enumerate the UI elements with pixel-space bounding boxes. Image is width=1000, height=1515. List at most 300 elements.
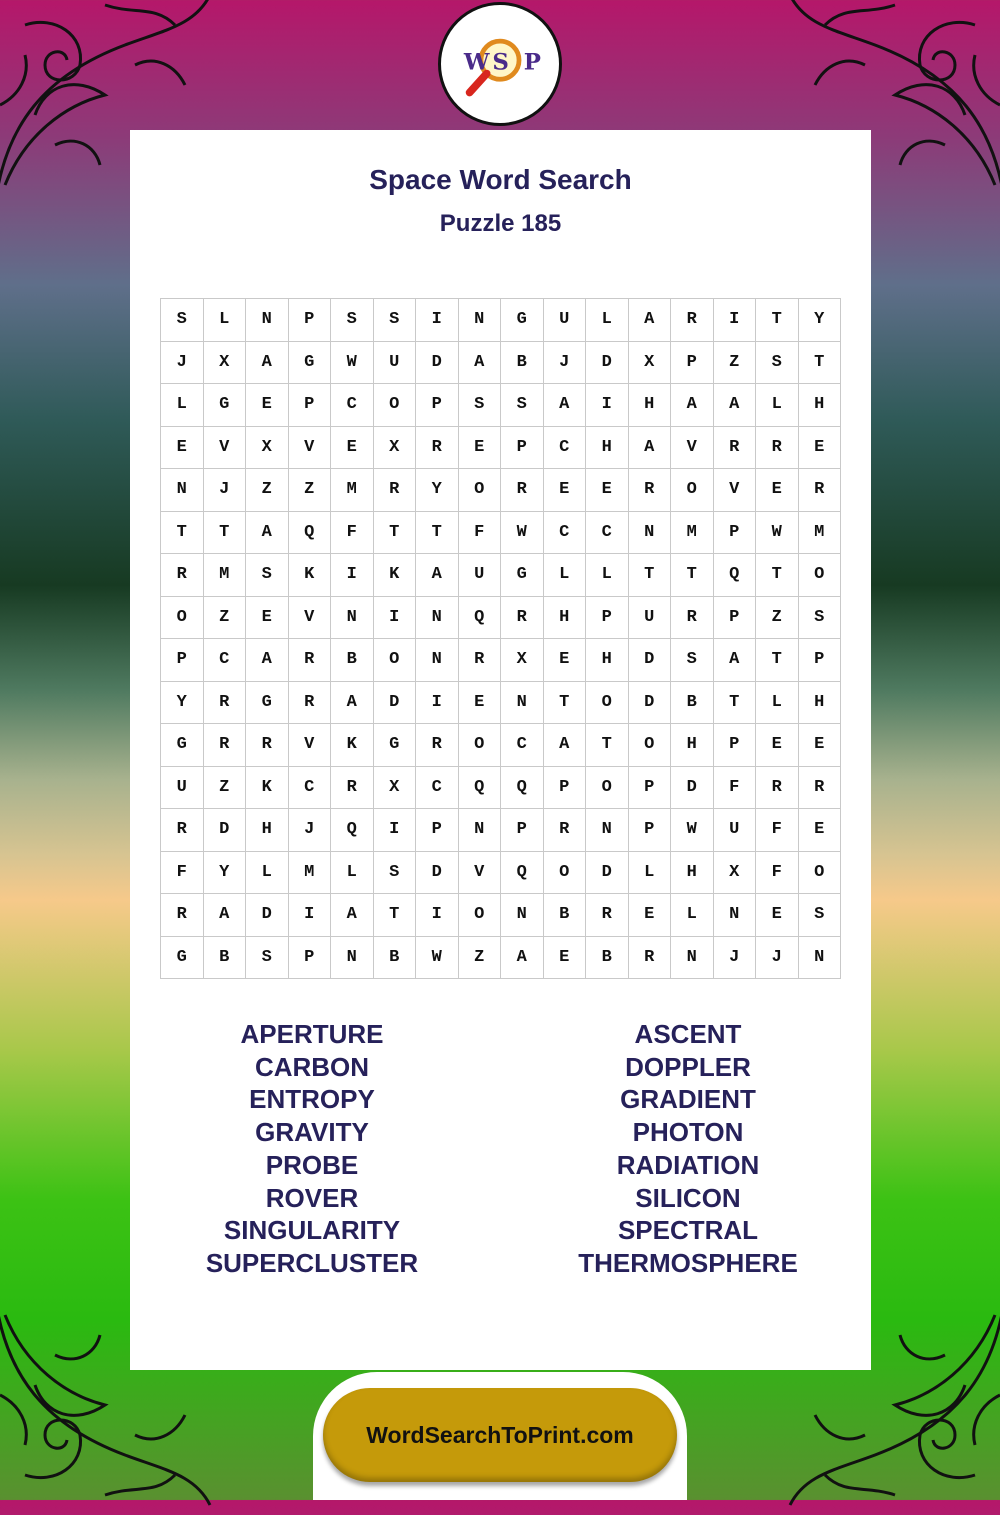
grid-cell[interactable]: J <box>713 936 756 979</box>
grid-cell[interactable]: R <box>331 766 374 809</box>
grid-cell[interactable]: P <box>586 596 629 639</box>
word-item: DOPPLER <box>625 1051 751 1082</box>
grid-cell[interactable]: S <box>246 554 289 597</box>
grid-cell[interactable]: T <box>161 511 204 554</box>
grid-cell[interactable]: N <box>246 299 289 342</box>
grid-row <box>161 299 841 342</box>
grid-cell[interactable]: R <box>161 809 204 852</box>
grid-cell[interactable]: X <box>373 766 416 809</box>
grid-cell[interactable]: C <box>416 766 459 809</box>
grid-cell[interactable]: B <box>671 681 714 724</box>
grid-cell[interactable]: P <box>416 809 459 852</box>
puzzle-title: Space Word Search <box>369 164 632 195</box>
grid-cell[interactable]: T <box>203 511 246 554</box>
logo-letter-s: S <box>492 49 509 76</box>
grid-cell[interactable]: M <box>331 469 374 512</box>
grid-cell[interactable]: D <box>586 341 629 384</box>
grid-cell[interactable]: A <box>713 639 756 682</box>
grid-cell[interactable]: I <box>713 299 756 342</box>
word-item: ENTROPY <box>249 1084 375 1115</box>
grid-cell[interactable]: B <box>331 639 374 682</box>
grid-cell[interactable]: E <box>161 426 204 469</box>
grid-cell[interactable]: R <box>288 681 331 724</box>
grid-cell[interactable]: L <box>628 851 671 894</box>
grid-cell[interactable]: E <box>458 681 501 724</box>
grid-row <box>161 426 841 469</box>
grid-cell[interactable]: E <box>458 426 501 469</box>
grid-cell[interactable]: P <box>501 426 544 469</box>
word-item: ROVER <box>265 1182 359 1213</box>
grid-cell[interactable]: N <box>331 596 374 639</box>
grid-cell[interactable]: L <box>161 384 204 427</box>
grid-cell[interactable]: K <box>331 724 374 767</box>
grid-cell[interactable]: C <box>501 724 544 767</box>
grid-row <box>161 554 841 597</box>
grid-cell[interactable]: D <box>203 809 246 852</box>
grid-cell[interactable]: Z <box>203 766 246 809</box>
grid-cell[interactable]: F <box>756 851 799 894</box>
grid-cell[interactable]: D <box>628 681 671 724</box>
footer-badge <box>313 1372 687 1500</box>
grid-row <box>161 681 841 724</box>
grid-cell[interactable]: G <box>161 724 204 767</box>
grid-cell[interactable]: Z <box>458 936 501 979</box>
grid-cell[interactable]: I <box>416 894 459 937</box>
grid-cell[interactable]: N <box>501 681 544 724</box>
grid-cell[interactable]: U <box>161 766 204 809</box>
grid-cell[interactable]: P <box>161 639 204 682</box>
grid-cell[interactable]: I <box>416 681 459 724</box>
grid-cell[interactable]: T <box>628 554 671 597</box>
grid-cell[interactable]: B <box>203 936 246 979</box>
grid-cell[interactable]: A <box>331 681 374 724</box>
grid-cell[interactable]: J <box>203 469 246 512</box>
grid-row <box>161 469 841 512</box>
grid-cell[interactable]: A <box>713 384 756 427</box>
grid-cell[interactable]: L <box>331 851 374 894</box>
grid-cell[interactable]: P <box>798 639 841 682</box>
grid-cell[interactable]: N <box>501 894 544 937</box>
grid-cell[interactable]: Q <box>458 596 501 639</box>
grid-cell[interactable]: O <box>543 851 586 894</box>
grid-cell[interactable]: V <box>458 851 501 894</box>
grid-cell[interactable]: S <box>331 299 374 342</box>
grid-cell[interactable]: T <box>543 681 586 724</box>
grid-cell[interactable]: P <box>288 384 331 427</box>
grid-cell[interactable]: H <box>628 384 671 427</box>
grid-row <box>161 766 841 809</box>
grid-cell[interactable]: R <box>373 469 416 512</box>
grid-cell[interactable]: R <box>501 469 544 512</box>
word-item: SPECTRAL <box>617 1215 759 1246</box>
grid-cell[interactable]: G <box>501 299 544 342</box>
grid-cell[interactable]: T <box>756 299 799 342</box>
grid-cell[interactable]: A <box>203 894 246 937</box>
grid-cell[interactable]: T <box>798 341 841 384</box>
grid-cell[interactable]: F <box>161 851 204 894</box>
grid-cell[interactable]: Q <box>501 766 544 809</box>
grid-cell[interactable]: O <box>373 384 416 427</box>
grid-cell[interactable]: X <box>501 639 544 682</box>
grid-cell[interactable]: K <box>288 554 331 597</box>
grid-cell[interactable]: N <box>671 936 714 979</box>
grid-cell[interactable]: O <box>798 851 841 894</box>
grid-cell[interactable]: Z <box>756 596 799 639</box>
grid-cell[interactable]: R <box>713 426 756 469</box>
grid-cell[interactable]: O <box>458 469 501 512</box>
grid-cell[interactable]: P <box>628 809 671 852</box>
grid-cell[interactable]: R <box>756 426 799 469</box>
grid-row <box>161 639 841 682</box>
letter-grid <box>160 298 841 979</box>
grid-cell[interactable]: A <box>543 384 586 427</box>
grid-cell[interactable]: W <box>416 936 459 979</box>
grid-cell[interactable]: J <box>161 341 204 384</box>
grid-cell[interactable]: V <box>288 724 331 767</box>
word-item: APERTURE <box>240 1019 384 1049</box>
grid-cell[interactable]: V <box>713 469 756 512</box>
grid-cell[interactable]: L <box>586 299 629 342</box>
grid-row <box>161 936 841 979</box>
grid-cell[interactable]: O <box>586 766 629 809</box>
grid-cell[interactable]: M <box>288 851 331 894</box>
grid-cell[interactable]: P <box>288 936 331 979</box>
grid-cell[interactable]: A <box>331 894 374 937</box>
grid-cell[interactable]: A <box>501 936 544 979</box>
grid-cell[interactable]: P <box>713 596 756 639</box>
grid-cell[interactable]: U <box>458 554 501 597</box>
word-item: THERMOSPHERE <box>578 1247 798 1278</box>
grid-cell[interactable]: H <box>798 681 841 724</box>
grid-cell[interactable]: U <box>628 596 671 639</box>
grid-row <box>161 596 841 639</box>
wsp-logo[interactable] <box>438 2 562 126</box>
grid-cell[interactable]: D <box>246 894 289 937</box>
grid-cell[interactable]: N <box>416 639 459 682</box>
grid-cell[interactable]: S <box>373 851 416 894</box>
grid-cell[interactable]: E <box>246 596 289 639</box>
grid-cell[interactable]: A <box>458 341 501 384</box>
grid-cell[interactable]: P <box>671 341 714 384</box>
grid-cell[interactable]: O <box>586 681 629 724</box>
grid-cell[interactable]: U <box>713 809 756 852</box>
grid-cell[interactable]: P <box>713 724 756 767</box>
grid-cell[interactable]: H <box>798 384 841 427</box>
grid-cell[interactable]: L <box>671 894 714 937</box>
grid-cell[interactable]: X <box>628 341 671 384</box>
grid-cell[interactable]: V <box>288 426 331 469</box>
grid-cell[interactable]: W <box>501 511 544 554</box>
grid-cell[interactable]: S <box>246 936 289 979</box>
grid-cell[interactable]: R <box>671 596 714 639</box>
grid-cell[interactable]: C <box>288 766 331 809</box>
grid-cell[interactable]: X <box>246 426 289 469</box>
grid-row <box>161 384 841 427</box>
grid-cell[interactable]: X <box>373 426 416 469</box>
grid-cell[interactable]: X <box>203 341 246 384</box>
grid-cell[interactable]: P <box>713 511 756 554</box>
grid-cell[interactable]: R <box>203 724 246 767</box>
grid-cell[interactable]: N <box>331 936 374 979</box>
grid-cell[interactable]: R <box>161 894 204 937</box>
grid-cell[interactable]: L <box>543 554 586 597</box>
grid-cell[interactable]: Z <box>288 469 331 512</box>
puzzle-subtitle: Puzzle 185 <box>439 210 562 237</box>
grid-cell[interactable]: Y <box>161 681 204 724</box>
grid-cell[interactable]: C <box>203 639 246 682</box>
grid-cell[interactable]: P <box>416 384 459 427</box>
grid-cell[interactable]: H <box>246 809 289 852</box>
grid-cell[interactable]: R <box>416 426 459 469</box>
grid-cell[interactable]: E <box>628 894 671 937</box>
grid-cell[interactable]: Q <box>288 511 331 554</box>
grid-cell[interactable]: F <box>756 809 799 852</box>
grid-cell[interactable]: O <box>458 724 501 767</box>
grid-cell[interactable]: A <box>543 724 586 767</box>
word-item: RADIATION <box>616 1149 760 1180</box>
grid-cell[interactable]: N <box>713 894 756 937</box>
grid-cell[interactable]: K <box>373 554 416 597</box>
word-item: SILICON <box>635 1182 741 1213</box>
grid-cell[interactable]: T <box>373 894 416 937</box>
grid-cell[interactable]: O <box>458 894 501 937</box>
grid-cell[interactable]: H <box>586 426 629 469</box>
grid-cell[interactable]: H <box>671 851 714 894</box>
grid-cell[interactable]: Z <box>713 341 756 384</box>
grid-cell[interactable]: S <box>671 639 714 682</box>
word-list-right <box>528 1018 848 1280</box>
grid-cell[interactable]: L <box>756 384 799 427</box>
grid-cell[interactable]: T <box>756 554 799 597</box>
grid-cell[interactable]: G <box>501 554 544 597</box>
grid-cell[interactable]: T <box>373 511 416 554</box>
word-item: GRADIENT <box>620 1084 756 1115</box>
grid-cell[interactable]: I <box>373 596 416 639</box>
grid-cell[interactable]: R <box>458 639 501 682</box>
grid-cell[interactable]: W <box>331 341 374 384</box>
grid-cell[interactable]: I <box>586 384 629 427</box>
grid-cell[interactable]: N <box>458 809 501 852</box>
grid-cell[interactable]: S <box>501 384 544 427</box>
word-item: GRAVITY <box>255 1117 369 1148</box>
grid-cell[interactable]: U <box>543 299 586 342</box>
word-list-left <box>152 1018 472 1280</box>
grid-cell[interactable]: R <box>628 469 671 512</box>
grid-cell[interactable]: V <box>288 596 331 639</box>
grid-cell[interactable]: O <box>671 469 714 512</box>
grid-row <box>161 894 841 937</box>
grid-cell[interactable]: M <box>798 511 841 554</box>
grid-cell[interactable]: R <box>416 724 459 767</box>
grid-cell[interactable]: E <box>798 724 841 767</box>
grid-row <box>161 809 841 852</box>
grid-cell[interactable]: I <box>416 299 459 342</box>
grid-cell[interactable]: W <box>671 809 714 852</box>
grid-cell[interactable]: O <box>798 554 841 597</box>
grid-cell[interactable]: A <box>416 554 459 597</box>
grid-cell[interactable]: C <box>331 384 374 427</box>
grid-cell[interactable]: I <box>373 809 416 852</box>
grid-cell[interactable]: G <box>161 936 204 979</box>
grid-cell[interactable]: B <box>543 894 586 937</box>
puzzle-card <box>130 130 871 1370</box>
grid-row <box>161 341 841 384</box>
grid-cell[interactable]: L <box>756 681 799 724</box>
grid-cell[interactable]: G <box>203 384 246 427</box>
grid-cell[interactable]: M <box>671 511 714 554</box>
website-link[interactable]: WordSearchToPrint.com <box>323 1388 677 1482</box>
grid-cell[interactable]: I <box>288 894 331 937</box>
grid-cell[interactable]: G <box>288 341 331 384</box>
grid-cell[interactable]: O <box>373 639 416 682</box>
grid-cell[interactable]: M <box>203 554 246 597</box>
grid-cell[interactable]: T <box>671 554 714 597</box>
grid-cell[interactable]: Y <box>798 299 841 342</box>
grid-cell[interactable]: E <box>756 469 799 512</box>
grid-cell[interactable]: Z <box>203 596 246 639</box>
grid-cell[interactable]: D <box>416 851 459 894</box>
word-item: SUPERCLUSTER <box>205 1247 419 1278</box>
grid-cell[interactable]: N <box>798 936 841 979</box>
grid-cell[interactable]: N <box>458 299 501 342</box>
grid-cell[interactable]: P <box>543 766 586 809</box>
word-item: SINGULARITY <box>223 1215 401 1246</box>
grid-cell[interactable]: A <box>628 426 671 469</box>
grid-cell[interactable]: W <box>756 511 799 554</box>
grid-cell[interactable]: R <box>246 724 289 767</box>
grid-cell[interactable]: G <box>246 681 289 724</box>
word-item: CARBON <box>254 1051 370 1082</box>
grid-cell[interactable]: Q <box>331 809 374 852</box>
grid-cell[interactable]: R <box>161 554 204 597</box>
grid-cell[interactable]: S <box>756 341 799 384</box>
grid-cell[interactable]: J <box>756 936 799 979</box>
grid-cell[interactable]: Q <box>458 766 501 809</box>
grid-row <box>161 511 841 554</box>
grid-cell[interactable]: T <box>713 681 756 724</box>
grid-cell[interactable]: L <box>246 851 289 894</box>
grid-cell[interactable]: N <box>628 511 671 554</box>
grid-cell[interactable]: P <box>288 299 331 342</box>
grid-cell[interactable]: E <box>756 724 799 767</box>
grid-cell[interactable]: B <box>373 936 416 979</box>
grid-cell[interactable]: R <box>586 894 629 937</box>
word-item: ASCENT <box>634 1019 742 1049</box>
logo-letter-w: W <box>463 49 490 76</box>
grid-cell[interactable]: X <box>713 851 756 894</box>
grid-cell[interactable]: F <box>331 511 374 554</box>
grid-cell[interactable]: C <box>543 426 586 469</box>
grid-cell[interactable]: B <box>586 936 629 979</box>
grid-row <box>161 724 841 767</box>
grid-cell[interactable]: S <box>161 299 204 342</box>
grid-cell[interactable]: E <box>798 809 841 852</box>
grid-cell[interactable]: A <box>246 639 289 682</box>
grid-cell[interactable]: L <box>586 554 629 597</box>
grid-cell[interactable]: E <box>586 469 629 512</box>
grid-cell[interactable]: Y <box>203 851 246 894</box>
grid-cell[interactable]: V <box>671 426 714 469</box>
grid-cell[interactable]: O <box>161 596 204 639</box>
grid-cell[interactable]: T <box>416 511 459 554</box>
grid-cell[interactable]: R <box>543 809 586 852</box>
grid-cell[interactable]: Q <box>501 851 544 894</box>
grid-cell[interactable]: J <box>288 809 331 852</box>
grid-cell[interactable]: T <box>586 724 629 767</box>
grid-cell[interactable]: F <box>458 511 501 554</box>
grid-cell[interactable]: R <box>628 936 671 979</box>
grid-cell[interactable]: D <box>671 766 714 809</box>
grid-cell[interactable]: H <box>671 724 714 767</box>
grid-cell[interactable]: O <box>628 724 671 767</box>
grid-cell[interactable]: R <box>203 681 246 724</box>
grid-cell[interactable]: T <box>756 639 799 682</box>
grid-cell[interactable]: P <box>501 809 544 852</box>
grid-cell[interactable]: J <box>543 341 586 384</box>
grid-cell[interactable]: E <box>543 936 586 979</box>
grid-cell[interactable]: E <box>246 384 289 427</box>
grid-cell[interactable]: E <box>543 639 586 682</box>
grid-cell[interactable]: B <box>501 341 544 384</box>
grid-cell[interactable]: R <box>798 766 841 809</box>
grid-cell[interactable]: F <box>713 766 756 809</box>
grid-cell[interactable]: D <box>373 681 416 724</box>
grid-cell[interactable]: D <box>416 341 459 384</box>
grid-cell[interactable]: E <box>543 469 586 512</box>
grid-cell[interactable]: N <box>161 469 204 512</box>
grid-cell[interactable]: Z <box>246 469 289 512</box>
grid-cell[interactable]: U <box>373 341 416 384</box>
grid-cell[interactable]: S <box>458 384 501 427</box>
grid-cell[interactable]: A <box>246 341 289 384</box>
grid-cell[interactable]: V <box>203 426 246 469</box>
grid-cell[interactable]: R <box>671 299 714 342</box>
grid-cell[interactable]: L <box>203 299 246 342</box>
grid-cell[interactable]: S <box>798 596 841 639</box>
grid-row <box>161 851 841 894</box>
grid-cell[interactable]: K <box>246 766 289 809</box>
grid-cell[interactable]: P <box>628 766 671 809</box>
grid-cell[interactable]: E <box>331 426 374 469</box>
grid-cell[interactable]: R <box>756 766 799 809</box>
grid-cell[interactable]: R <box>798 469 841 512</box>
grid-cell[interactable]: C <box>586 511 629 554</box>
grid-cell[interactable]: S <box>373 299 416 342</box>
grid-cell[interactable]: A <box>246 511 289 554</box>
grid-cell[interactable]: R <box>501 596 544 639</box>
grid-cell[interactable]: R <box>288 639 331 682</box>
logo-letter-p: P <box>523 49 541 76</box>
grid-cell[interactable]: N <box>416 596 459 639</box>
grid-cell[interactable]: Q <box>713 554 756 597</box>
grid-cell[interactable]: A <box>671 384 714 427</box>
grid-cell[interactable]: E <box>798 426 841 469</box>
grid-cell[interactable]: G <box>373 724 416 767</box>
grid-cell[interactable]: Y <box>416 469 459 512</box>
grid-cell[interactable]: H <box>543 596 586 639</box>
grid-cell[interactable]: E <box>756 894 799 937</box>
grid-cell[interactable]: D <box>628 639 671 682</box>
grid-cell[interactable]: A <box>628 299 671 342</box>
grid-cell[interactable]: C <box>543 511 586 554</box>
grid-cell[interactable]: H <box>586 639 629 682</box>
grid-cell[interactable]: S <box>798 894 841 937</box>
grid-cell[interactable]: I <box>331 554 374 597</box>
word-item: PROBE <box>265 1149 359 1180</box>
grid-cell[interactable]: D <box>586 851 629 894</box>
grid-cell[interactable]: N <box>586 809 629 852</box>
word-item: PHOTON <box>632 1117 744 1148</box>
